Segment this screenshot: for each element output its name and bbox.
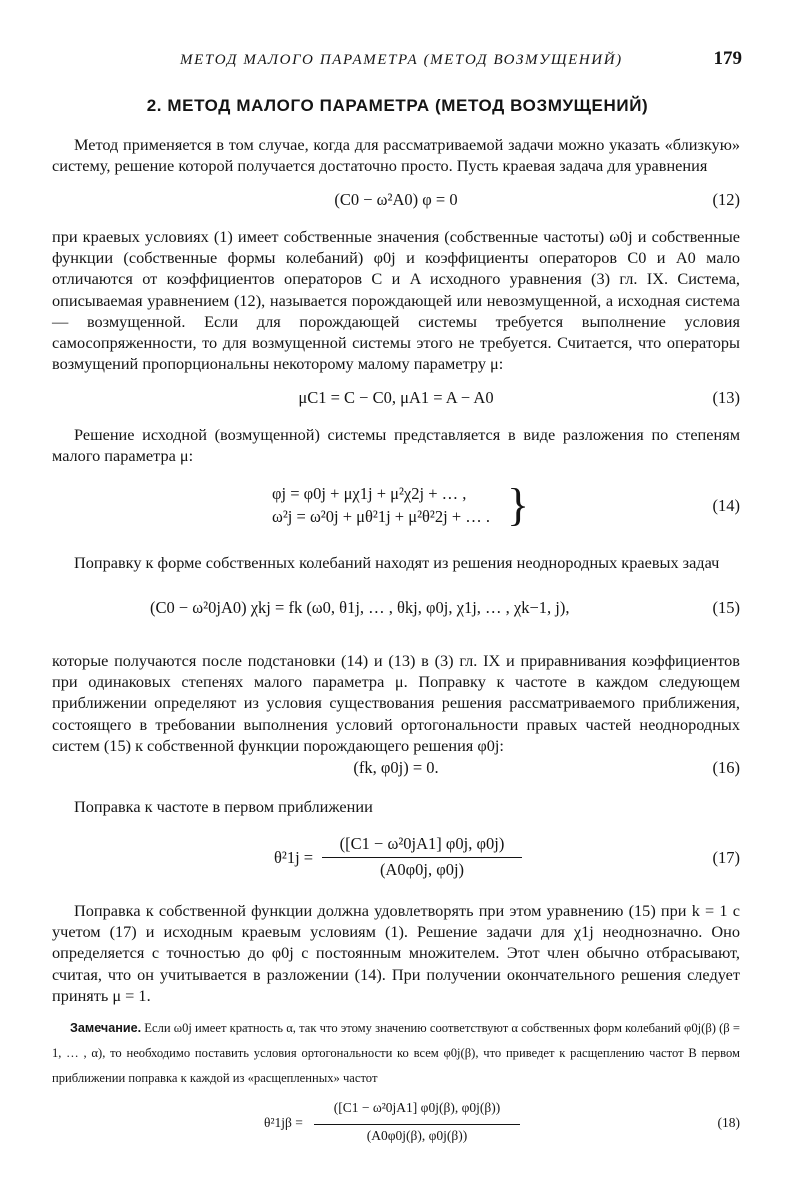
equation-17 [52, 834, 740, 886]
remark [52, 1016, 740, 1091]
equation-17-numerator: ([C1 − ω²0jA1] φ0j, φ0j) [339, 834, 505, 853]
section-title: 2. МЕТОД МАЛОГО ПАРАМЕТРА (МЕТОД ВОЗМУЩЕНИЙ) [146, 96, 649, 115]
paragraph-5-text: которые получаются после подстановки (14) и (13) в (3) гл. IX и приравнивания коэффициентов при одинаковых степенях малого параметра μ. Поправку к частоте в каждом следующем приближении определяют из условия существования решения рассматриваемого приближения, состоящего в требовании выполнения условий ортогональности правых частей неоднородных систем (15) к собственной функции порождающего решения φ0j: [52, 651, 740, 755]
equation-18-lhs: θ²1jβ = [264, 1115, 303, 1130]
fraction-bar [314, 1124, 520, 1125]
paragraph-2 [52, 226, 740, 374]
paragraph-2-text: при краевых условиях (1) имеет собственные значения (собственные частоты) ω0j и собственные функции (собственные формы колебаний) φ0j и коэффициенты операторов C0 и A0 мало отличаются от коэффициентов операторов C и A исходного уравнения (3) гл. IX. Система, описываемая уравнением (12), называется порождающей или невозмущенной, а исходная система — возмущенной. Если для порождающей системы требуется выполнение условия самосопряженности, то для возмущенной системы этого не требуется. Считается, что операторы возмущений пропорциональны некоторому малому параметру μ: [52, 227, 740, 374]
equation-14 [52, 479, 740, 530]
equation-16 [52, 758, 740, 784]
equation-18 [52, 1098, 740, 1158]
paragraph-3 [52, 424, 740, 466]
paragraph-6-text: Поправка к частоте в первом приближении [74, 797, 373, 816]
paragraph-4 [52, 552, 740, 573]
paragraph-1 [52, 134, 740, 176]
paragraph-3-text: Решение исходной (возмущенной) системы представляется в виде разложения по степеням малого параметра μ: [52, 425, 740, 466]
page-number: 179 [713, 48, 742, 69]
equation-16-label: (16) [712, 758, 740, 777]
equation-12-label: (12) [712, 190, 740, 209]
equation-14-line-2: ω²j = ω²0j + μθ²1j + μ²θ²2j + … . [272, 507, 491, 526]
page-header [180, 50, 750, 74]
equation-17-denominator: (A0φ0j, φ0j) [379, 860, 465, 879]
fraction-bar [322, 857, 522, 858]
remark-text: Если ω0j имеет кратность α, так что этому значению соответствуют α собственных форм колебаний φ0j(β) (β = 1, … , α), то необходимо поставить условия ортогональности ко всем φ0j(β), что приведет к расщеплению частот В первом приближении поправка к каждой из «расщепленных» частот [52, 1021, 741, 1085]
equation-17-lhs: θ²1j = [274, 848, 314, 867]
equation-12-body: (C0 − ω²A0) φ = 0 [334, 190, 458, 209]
paragraph-7-text: Поправка к собственной функции должна удовлетворять при этом уравнению (15) при k = 1 с учетом (17) и исходным краевым условиям (1). Решение задачи для χ1j неоднозначно. Оно определяется с точностью до φ0j с постоянным множителем. Этот член обычно отбрасывают, считая, что он учитывается в разложении (14). При получении окончательного решения следует принять μ = 1. [52, 901, 740, 1005]
paragraph-4-text: Поправку к форме собственных колебаний находят из решения неоднородных краевых задач [74, 553, 720, 572]
equation-16-body: (fk, φ0j) = 0. [353, 758, 439, 777]
equation-13-body: μC1 = C − C0, μA1 = A − A0 [298, 388, 494, 407]
equation-15 [52, 598, 740, 624]
equation-18-numerator: ([C1 − ω²0jA1] φ0j(β), φ0j(β)) [333, 1100, 501, 1115]
right-brace: } [507, 479, 530, 530]
paragraph-1-text: Метод применяется в том случае, когда для рассматриваемой задачи можно указать «близкую» систему, решение которой получается достаточно просто. Пусть краевая задача для уравнения [52, 135, 740, 176]
paragraph-7 [52, 900, 740, 1006]
equation-15-label: (15) [712, 598, 740, 617]
equation-17-label: (17) [712, 848, 740, 867]
paragraph-5 [52, 650, 740, 756]
running-title: МЕТОД МАЛОГО ПАРАМЕТРА (МЕТОД ВОЗМУЩЕНИЙ) [180, 52, 623, 68]
equation-14-line-1: φj = φ0j + μχ1j + μ²χ2j + … , [272, 484, 467, 503]
equation-12 [52, 190, 740, 216]
remark-title: Замечание. [70, 1021, 142, 1035]
equation-13-label: (13) [712, 388, 740, 407]
paragraph-6 [52, 796, 740, 817]
equation-18-denominator: (A0φ0j(β), φ0j(β)) [366, 1128, 468, 1143]
equation-15-body: (C0 − ω²0jA0) χkj = fk (ω0, θ1j, … , θkj, φ0j, χ1j, … , χk−1, j), [150, 598, 570, 617]
equation-13 [52, 388, 740, 414]
equation-18-label: (18) [717, 1115, 740, 1130]
equation-14-label: (14) [712, 496, 740, 515]
